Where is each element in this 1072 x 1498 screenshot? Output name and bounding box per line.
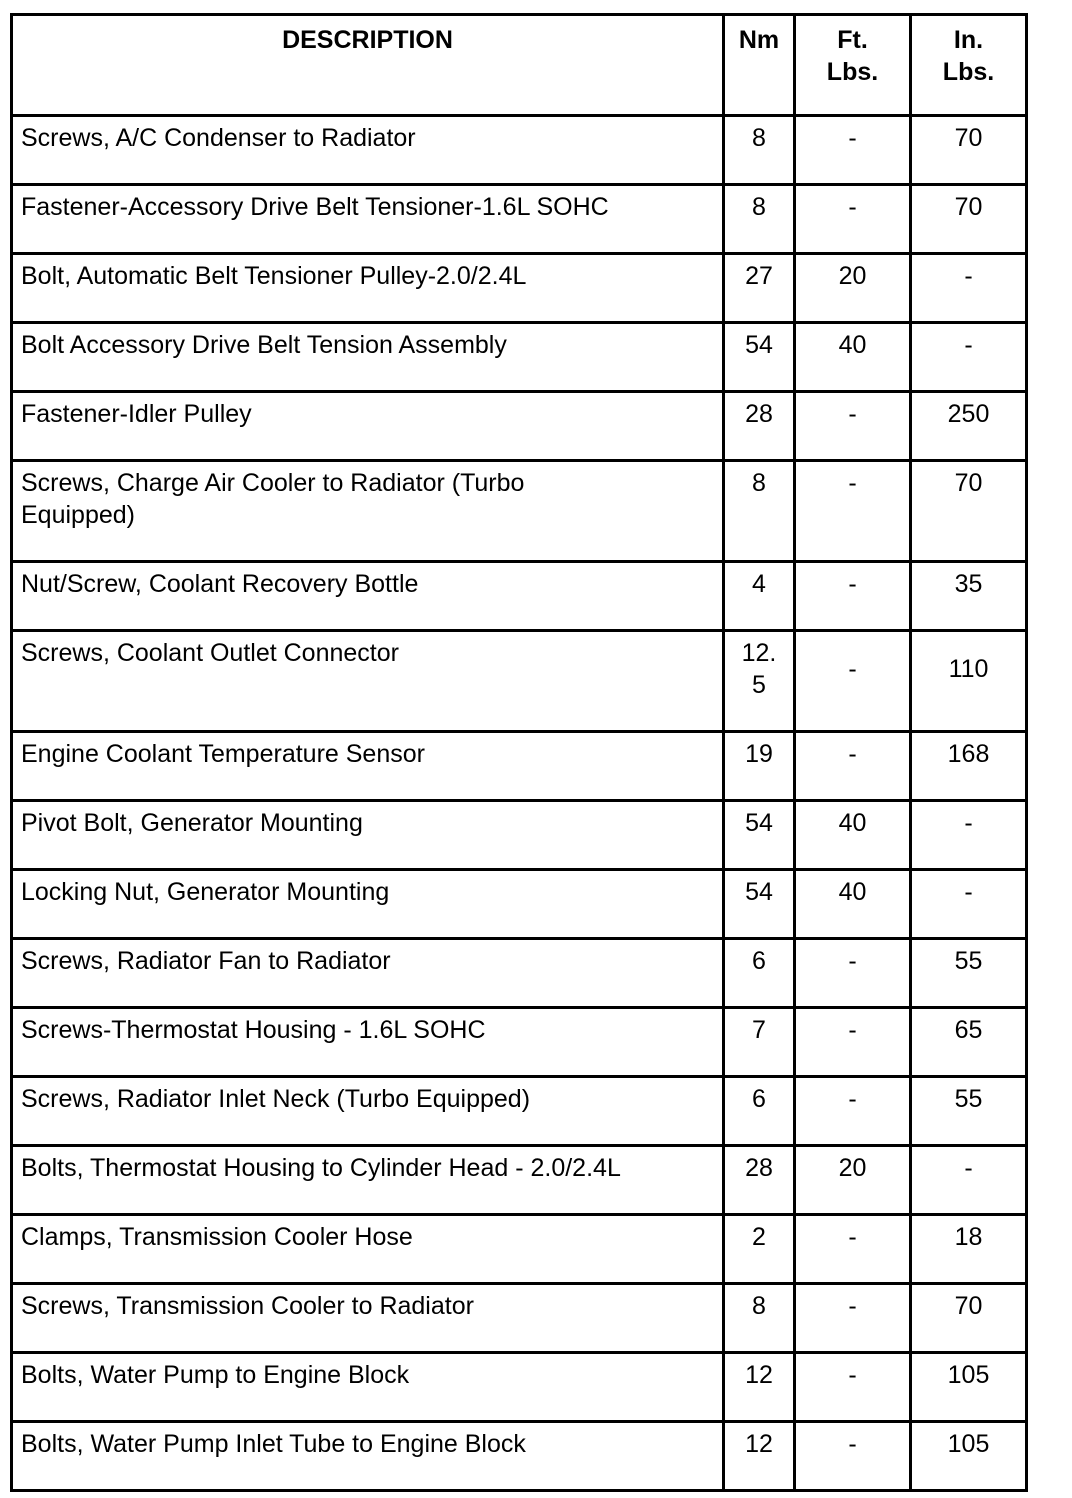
cell-in-lbs: - — [911, 323, 1027, 392]
cell-description: Bolt, Automatic Belt Tensioner Pulley-2.0/2.4L — [12, 254, 724, 323]
table-header-row — [12, 15, 1027, 116]
cell-description: Bolts, Water Pump Inlet Tube to Engine Block — [12, 1422, 724, 1491]
cell-nm: 54 — [724, 801, 795, 870]
table-row — [12, 631, 1027, 732]
cell-in-lbs: - — [911, 254, 1027, 323]
cell-nm: 8 — [724, 185, 795, 254]
cell-in-lbs: 110 — [911, 631, 1027, 732]
cell-nm: 8 — [724, 116, 795, 185]
cell-nm: 19 — [724, 732, 795, 801]
table-row — [12, 1077, 1027, 1146]
cell-nm: 7 — [724, 1008, 795, 1077]
table-row — [12, 732, 1027, 801]
cell-ft-lbs: 20 — [795, 254, 911, 323]
table-row — [12, 1284, 1027, 1353]
cell-in-lbs: 55 — [911, 1077, 1027, 1146]
cell-nm: 54 — [724, 870, 795, 939]
cell-nm: 8 — [724, 461, 795, 562]
cell-description: Engine Coolant Temperature Sensor — [12, 732, 724, 801]
cell-in-lbs: 55 — [911, 939, 1027, 1008]
cell-in-lbs: 250 — [911, 392, 1027, 461]
cell-ft-lbs: - — [795, 116, 911, 185]
cell-ft-lbs: 40 — [795, 801, 911, 870]
table-row — [12, 116, 1027, 185]
cell-ft-lbs: - — [795, 461, 911, 562]
cell-nm: 27 — [724, 254, 795, 323]
header-in-lbs — [911, 15, 1027, 116]
cell-nm: 54 — [724, 323, 795, 392]
cell-nm — [724, 631, 795, 732]
cell-ft-lbs: - — [795, 392, 911, 461]
header-ft-lbs-label: Ft. Lbs. — [826, 26, 879, 86]
cell-description: Pivot Bolt, Generator Mounting — [12, 801, 724, 870]
cell-in-lbs: 105 — [911, 1422, 1027, 1491]
cell-ft-lbs: - — [795, 1284, 911, 1353]
cell-in-lbs: - — [911, 801, 1027, 870]
cell-in-lbs: - — [911, 1146, 1027, 1215]
cell-nm: 6 — [724, 939, 795, 1008]
cell-description: Bolt Accessory Drive Belt Tension Assembly — [12, 323, 724, 392]
cell-in-lbs: 18 — [911, 1215, 1027, 1284]
cell-nm: 8 — [724, 1284, 795, 1353]
cell-in-lbs: 105 — [911, 1353, 1027, 1422]
cell-description: Bolts, Thermostat Housing to Cylinder Head - 2.0/2.4L — [12, 1146, 724, 1215]
table-row — [12, 185, 1027, 254]
cell-description: Nut/Screw, Coolant Recovery Bottle — [12, 562, 724, 631]
header-nm: Nm — [724, 15, 795, 116]
cell-ft-lbs: - — [795, 562, 911, 631]
cell-nm: 28 — [724, 1146, 795, 1215]
cell-description: Locking Nut, Generator Mounting — [12, 870, 724, 939]
table-row — [12, 801, 1027, 870]
cell-description: Screws, A/C Condenser to Radiator — [12, 116, 724, 185]
cell-in-lbs: 70 — [911, 116, 1027, 185]
table-row — [12, 939, 1027, 1008]
header-in-lbs-label: In. Lbs. — [942, 26, 995, 86]
cell-ft-lbs: - — [795, 185, 911, 254]
cell-in-lbs: 70 — [911, 461, 1027, 562]
table-row — [12, 254, 1027, 323]
cell-in-lbs: 70 — [911, 185, 1027, 254]
table-row — [12, 323, 1027, 392]
cell-nm: 28 — [724, 392, 795, 461]
cell-ft-lbs: - — [795, 1077, 911, 1146]
header-ft-lbs — [795, 15, 911, 116]
cell-nm: 6 — [724, 1077, 795, 1146]
torque-specifications-table — [10, 13, 1028, 1492]
table-row — [12, 1215, 1027, 1284]
cell-description-text: Screws, Charge Air Cooler to Radiator (Turbo Equipped) — [21, 469, 525, 529]
cell-nm: 4 — [724, 562, 795, 631]
cell-ft-lbs: 40 — [795, 870, 911, 939]
cell-description: Screws-Thermostat Housing - 1.6L SOHC — [12, 1008, 724, 1077]
cell-description: Clamps, Transmission Cooler Hose — [12, 1215, 724, 1284]
cell-ft-lbs: - — [795, 1422, 911, 1491]
cell-in-lbs: 70 — [911, 1284, 1027, 1353]
cell-nm: 12 — [724, 1353, 795, 1422]
cell-ft-lbs: - — [795, 631, 911, 732]
cell-description — [12, 461, 724, 562]
cell-in-lbs: - — [911, 870, 1027, 939]
cell-ft-lbs: - — [795, 1215, 911, 1284]
table-row — [12, 870, 1027, 939]
cell-nm: 12 — [724, 1422, 795, 1491]
cell-description: Fastener-Idler Pulley — [12, 392, 724, 461]
table-row — [12, 392, 1027, 461]
cell-ft-lbs: - — [795, 732, 911, 801]
cell-description: Fastener-Accessory Drive Belt Tensioner-1.6L SOHC — [12, 185, 724, 254]
cell-in-lbs: 65 — [911, 1008, 1027, 1077]
cell-description: Bolts, Water Pump to Engine Block — [12, 1353, 724, 1422]
cell-description: Screws, Coolant Outlet Connector — [12, 631, 724, 732]
header-description: DESCRIPTION — [12, 15, 724, 116]
cell-description: Screws, Radiator Fan to Radiator — [12, 939, 724, 1008]
cell-ft-lbs: 40 — [795, 323, 911, 392]
table-row — [12, 1422, 1027, 1491]
cell-ft-lbs: - — [795, 1353, 911, 1422]
cell-in-lbs: 168 — [911, 732, 1027, 801]
cell-nm-text: 12.5 — [741, 639, 777, 699]
cell-ft-lbs: - — [795, 939, 911, 1008]
cell-nm: 2 — [724, 1215, 795, 1284]
table-row — [12, 1353, 1027, 1422]
cell-in-lbs: 35 — [911, 562, 1027, 631]
table-row — [12, 1146, 1027, 1215]
table-row — [12, 562, 1027, 631]
cell-ft-lbs: 20 — [795, 1146, 911, 1215]
table-row — [12, 1008, 1027, 1077]
table-row — [12, 461, 1027, 562]
cell-ft-lbs: - — [795, 1008, 911, 1077]
cell-description: Screws, Radiator Inlet Neck (Turbo Equipped) — [12, 1077, 724, 1146]
cell-description: Screws, Transmission Cooler to Radiator — [12, 1284, 724, 1353]
